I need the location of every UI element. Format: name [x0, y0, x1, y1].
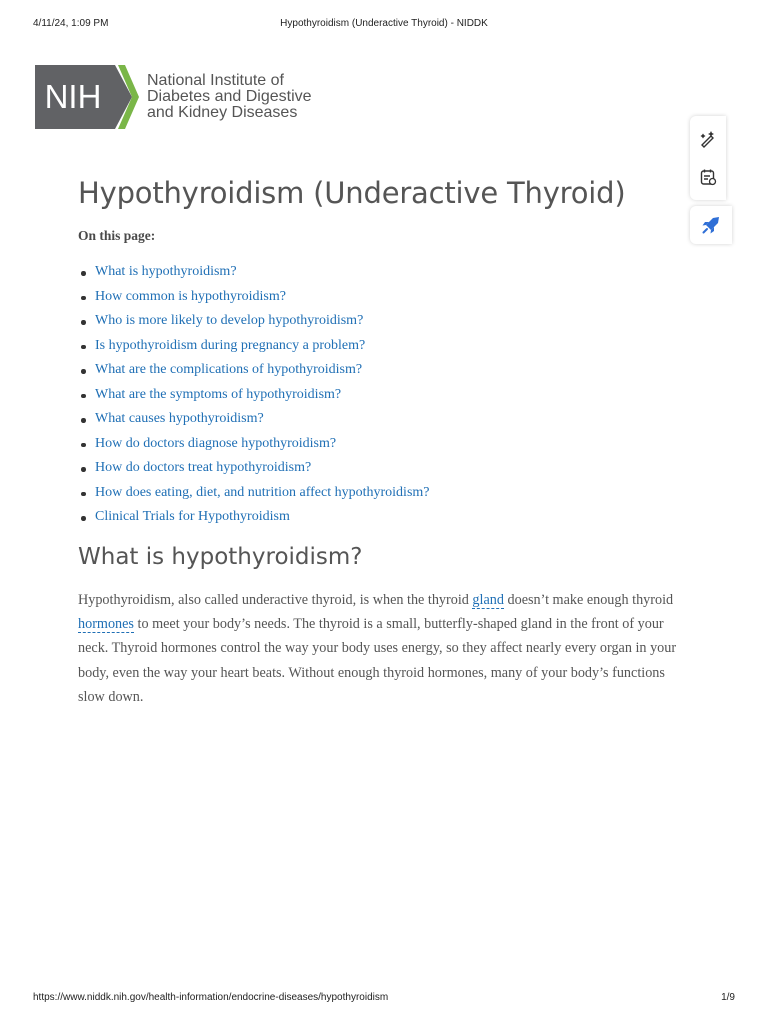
toc-link-complications[interactable]: What are the complications of hypothyroidism? [95, 362, 363, 377]
logo-line-1: National Institute of [147, 72, 284, 89]
toc-item [78, 262, 690, 287]
toc-link-causes[interactable]: What causes hypothyroidism? [95, 411, 264, 426]
toc-link-clinical-trials[interactable]: Clinical Trials for Hypothyroidism [95, 509, 290, 524]
print-header [33, 18, 735, 29]
magic-pen-icon [699, 130, 717, 148]
on-this-page-label: On this page: [78, 228, 156, 243]
paragraph-text-1: Hypothyroidism, also called underactive thyroid, is when the thyroid [78, 591, 473, 608]
toc-item [78, 409, 690, 434]
magic-pen-button[interactable] [690, 120, 726, 158]
nih-mark-text: NIH [44, 78, 102, 115]
toc-link-pregnancy[interactable]: Is hypothyroidism during pregnancy a problem? [95, 337, 366, 353]
section-paragraph [78, 588, 692, 710]
rocket-button[interactable] [690, 206, 732, 244]
toc-link-diagnose[interactable]: How do doctors diagnose hypothyroidism? [95, 435, 337, 451]
notes-button[interactable] [690, 158, 726, 196]
toc-link-treat[interactable]: How do doctors treat hypothyroidism? [95, 460, 312, 475]
paragraph-text-2: doesn’t make enough thyroid [503, 591, 674, 608]
page-title: Hypothyroidism (Underactive Thyroid) [78, 176, 626, 210]
print-datetime: 4/11/24, 1:09 PM [33, 18, 109, 29]
toc-item [78, 458, 690, 483]
toc-item [78, 434, 690, 459]
print-page-title: Hypothyroidism (Underactive Thyroid) - NIDDK [280, 18, 488, 29]
rocket-icon [701, 215, 721, 235]
toc-item [78, 507, 690, 532]
tool-group [690, 116, 726, 200]
toc-item [78, 385, 690, 410]
logo-institute-name [147, 73, 312, 121]
toc-item [78, 311, 690, 336]
toc-link-who-likely[interactable]: Who is more likely to develop hypothyroidism? [95, 313, 364, 328]
side-toolbar [690, 116, 732, 244]
toc-item [78, 360, 690, 385]
glossary-link-gland[interactable]: gland [472, 591, 504, 608]
print-url: https://www.niddk.nih.gov/health-information/endocrine-diseases/hypothyroidism [33, 992, 389, 1003]
section-heading: What is hypothyroidism? [78, 543, 363, 570]
article [78, 176, 690, 710]
notes-icon [699, 168, 717, 186]
logo-line-3: and Kidney Diseases [147, 104, 298, 121]
logo-line-2: Diabetes and Digestive [147, 88, 312, 105]
print-page-number: 1/9 [721, 992, 735, 1003]
toc-item [78, 483, 690, 508]
toc-link-how-common[interactable]: How common is hypothyroidism? [95, 288, 286, 304]
glossary-link-hormones[interactable]: hormones [78, 615, 134, 632]
toc-link-what-is[interactable]: What is hypothyroidism? [95, 264, 237, 279]
toc-item [78, 287, 690, 312]
table-of-contents [78, 262, 690, 532]
toc-link-diet[interactable]: How does eating, diet, and nutrition affect hypothyroidism? [95, 484, 430, 500]
toc-link-symptoms[interactable]: What are the symptoms of hypothyroidism? [95, 386, 342, 402]
toc-item [78, 336, 690, 361]
paragraph-text-3: to meet your body’s needs. The thyroid is a small, butterfly-shaped gland in the front of your neck. Thyroid hormones control the way your body uses energy, so they affect nearly every organ in your body, even the way your heart beats. Without enough thyroid hormones, many of your body’s functions slow down. [78, 615, 677, 706]
niddk-logo[interactable] [35, 63, 312, 131]
print-footer [33, 992, 735, 1003]
nih-logo-icon [35, 63, 139, 131]
